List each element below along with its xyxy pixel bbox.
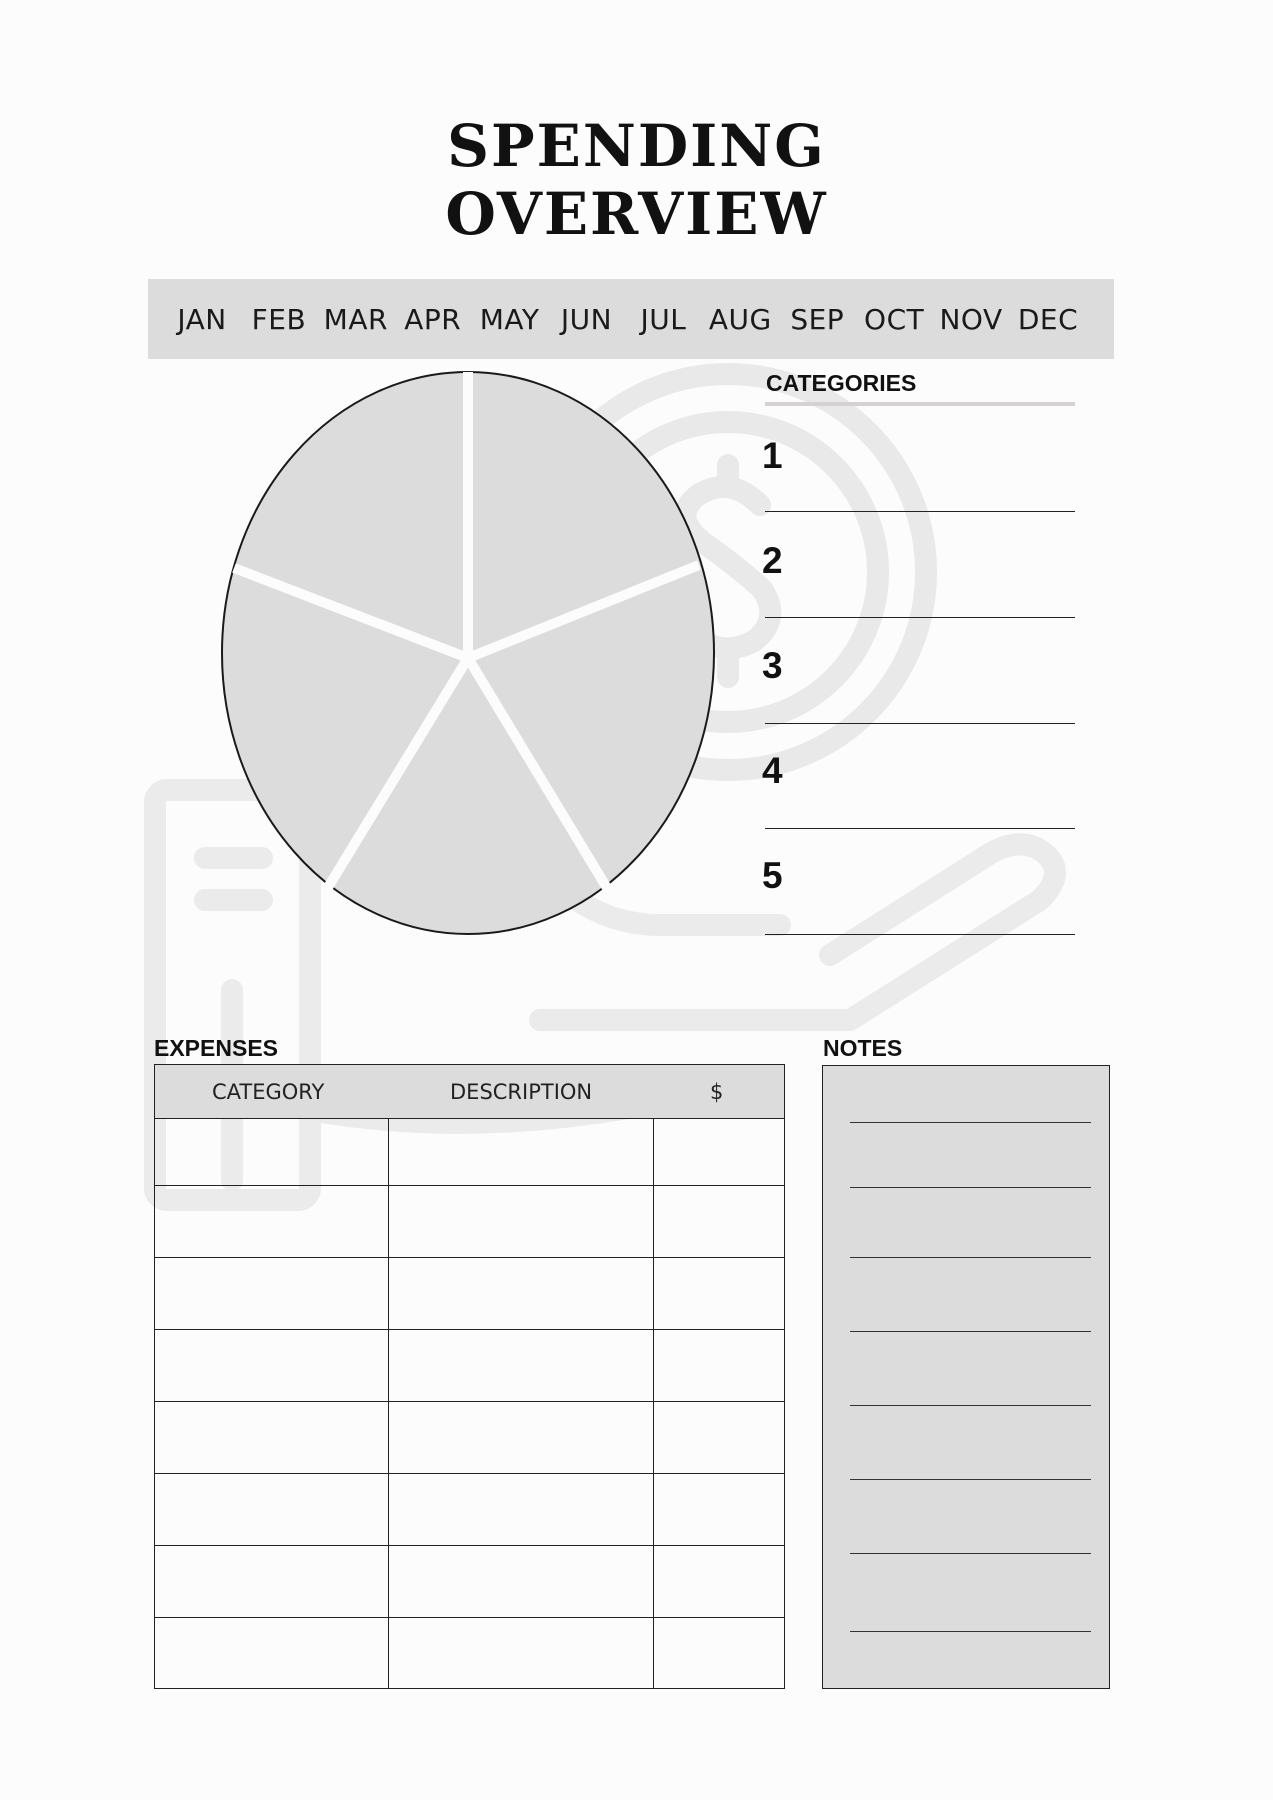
table-row-divider xyxy=(155,1257,784,1258)
column-header-amount: $ xyxy=(710,1080,724,1104)
column-header-category: CATEGORY xyxy=(212,1080,325,1104)
month-dec[interactable]: DEC xyxy=(1017,302,1079,336)
month-jun[interactable]: JUN xyxy=(560,302,613,336)
expenses-heading: EXPENSES xyxy=(154,1035,278,1061)
category-number-4: 4 xyxy=(762,750,783,791)
category-number-1: 1 xyxy=(762,435,783,476)
table-row-divider xyxy=(155,1401,784,1402)
table-row-divider xyxy=(155,1545,784,1546)
notes-box[interactable] xyxy=(822,1065,1110,1689)
categories-heading-underline xyxy=(765,402,1075,406)
month-apr[interactable]: APR xyxy=(404,302,462,336)
month-aug[interactable]: AUG xyxy=(708,302,772,336)
categories-heading: CATEGORIES xyxy=(766,370,917,396)
month-nov[interactable]: NOV xyxy=(939,302,1003,336)
category-number-5: 5 xyxy=(762,855,783,896)
note-line[interactable] xyxy=(850,1122,1091,1123)
month-feb[interactable]: FEB xyxy=(251,302,307,336)
column-header-description: DESCRIPTION xyxy=(450,1080,593,1104)
month-may[interactable]: MAY xyxy=(479,302,540,336)
month-oct[interactable]: OCT xyxy=(864,302,925,336)
page-title-line-1: SPENDING xyxy=(447,112,826,180)
note-line[interactable] xyxy=(850,1331,1091,1332)
category-entry-line-1[interactable] xyxy=(765,511,1075,512)
category-entry-line-5[interactable] xyxy=(765,934,1075,935)
table-row-divider xyxy=(155,1617,784,1618)
expenses-table xyxy=(154,1064,785,1689)
category-entry-line-2[interactable] xyxy=(765,617,1075,618)
notes-heading: NOTES xyxy=(823,1035,903,1061)
note-line[interactable] xyxy=(850,1187,1091,1188)
note-line[interactable] xyxy=(850,1479,1091,1480)
spending-pie-template xyxy=(218,368,718,938)
month-jul[interactable]: JUL xyxy=(640,302,687,336)
expenses-table-header xyxy=(155,1065,784,1119)
category-entry-line-3[interactable] xyxy=(765,723,1075,724)
table-row-divider xyxy=(155,1329,784,1330)
note-line[interactable] xyxy=(850,1257,1091,1258)
note-line[interactable] xyxy=(850,1405,1091,1406)
month-mar[interactable]: MAR xyxy=(323,302,388,336)
column-divider xyxy=(388,1119,389,1688)
month-bar xyxy=(148,279,1114,359)
note-line[interactable] xyxy=(850,1631,1091,1632)
category-entry-line-4[interactable] xyxy=(765,828,1075,829)
table-row-divider xyxy=(155,1185,784,1186)
column-divider xyxy=(653,1119,654,1688)
table-row-divider xyxy=(155,1473,784,1474)
month-jan[interactable]: JAN xyxy=(177,302,227,336)
page-title-line-2: OVERVIEW xyxy=(445,180,828,248)
category-number-2: 2 xyxy=(762,540,783,581)
category-number-3: 3 xyxy=(762,645,783,686)
note-line[interactable] xyxy=(850,1553,1091,1554)
month-sep[interactable]: SEP xyxy=(790,302,845,336)
